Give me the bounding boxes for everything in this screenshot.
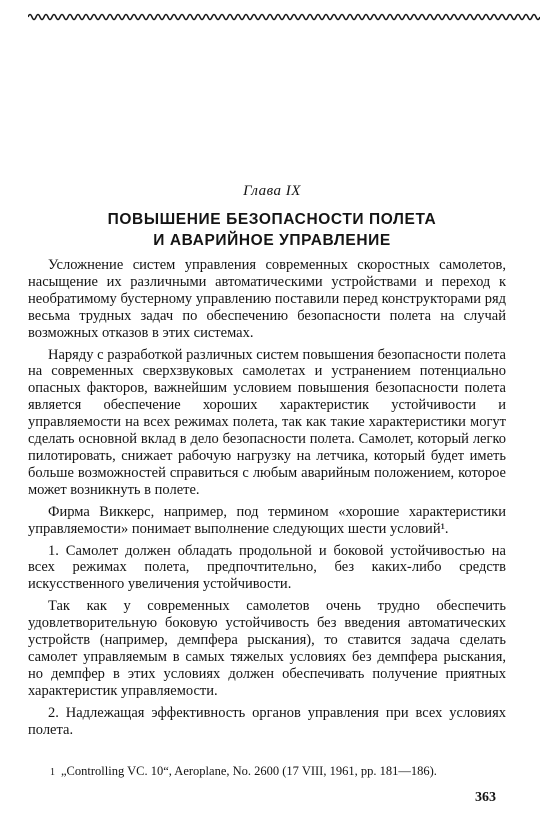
paragraph: Усложнение систем управления современных скоростных самолетов, насыщение их различными автоматическими устройствами и переход к необратимому бустерному управлению поставили перед конструкторами ряд весьма трудных задач по обеспечению безопасности полета на случай возможных отказов в этих системах. [28, 257, 506, 341]
page-number: 363 [475, 790, 496, 805]
paragraph: Так как у современных самолетов очень трудно обеспечить удовлетворительную боковую устойчивость без введения автоматических устройств (например, демпфера рыскания), то ставится задача сделать самолет управляемым в самых тяжелых условиях без демпфера рыскания, но демпфер в этих условиях должен обеспечивать получение приятных характеристик управляемости. [28, 598, 506, 699]
paragraph: Фирма Виккерс, например, под термином «хорошие характеристики управляемости» понимает выполнение следующих шести условий¹. [28, 503, 506, 537]
footnote-number: 1 [50, 767, 55, 778]
chapter-title-line-2: И АВАРИЙНОЕ УПРАВЛЕНИЕ [153, 232, 391, 249]
paragraph: Наряду с разработкой различных систем повышения безопасности полета на современных сверхзвуковых самолетах и устранением потенциально опасных факторов, важнейшим условием повышения безопасности полета является обеспечение хороших характеристик устойчивости и управляемости на всех режимах полета, так как такие характеристики могут сделать основной вклад в дело безопасности полета. Самолет, который легко пилотировать, снижает рабочую нагрузку на летчика, который будет иметь больше возможностей справиться с любым аварийным положением, которое может возникнуть в полете. [28, 346, 506, 498]
chapter-label: Глава IX [243, 183, 301, 199]
footnote [30, 764, 508, 780]
body-text [28, 257, 506, 743]
chapter-title-line-1: ПОВЫШЕНИЕ БЕЗОПАСНОСТИ ПОЛЕТА [107, 211, 437, 228]
chapter-title [0, 209, 544, 251]
decorative-wavy-rule [28, 10, 540, 24]
paragraph: 2. Надлежащая эффективность органов управления при всех условиях полета. [28, 704, 506, 738]
wavy-line [28, 15, 540, 20]
paragraph: 1. Самолет должен обладать продольной и боковой устойчивостью на всех режимах полета, предпочтительно, без каких-либо средств искусственного увеличения устойчивости. [28, 542, 506, 593]
footnote-text: „Controlling VC. 10“, Aeroplane, No. 2600 (17 VIII, 1961, pp. 181—186). [61, 764, 437, 778]
